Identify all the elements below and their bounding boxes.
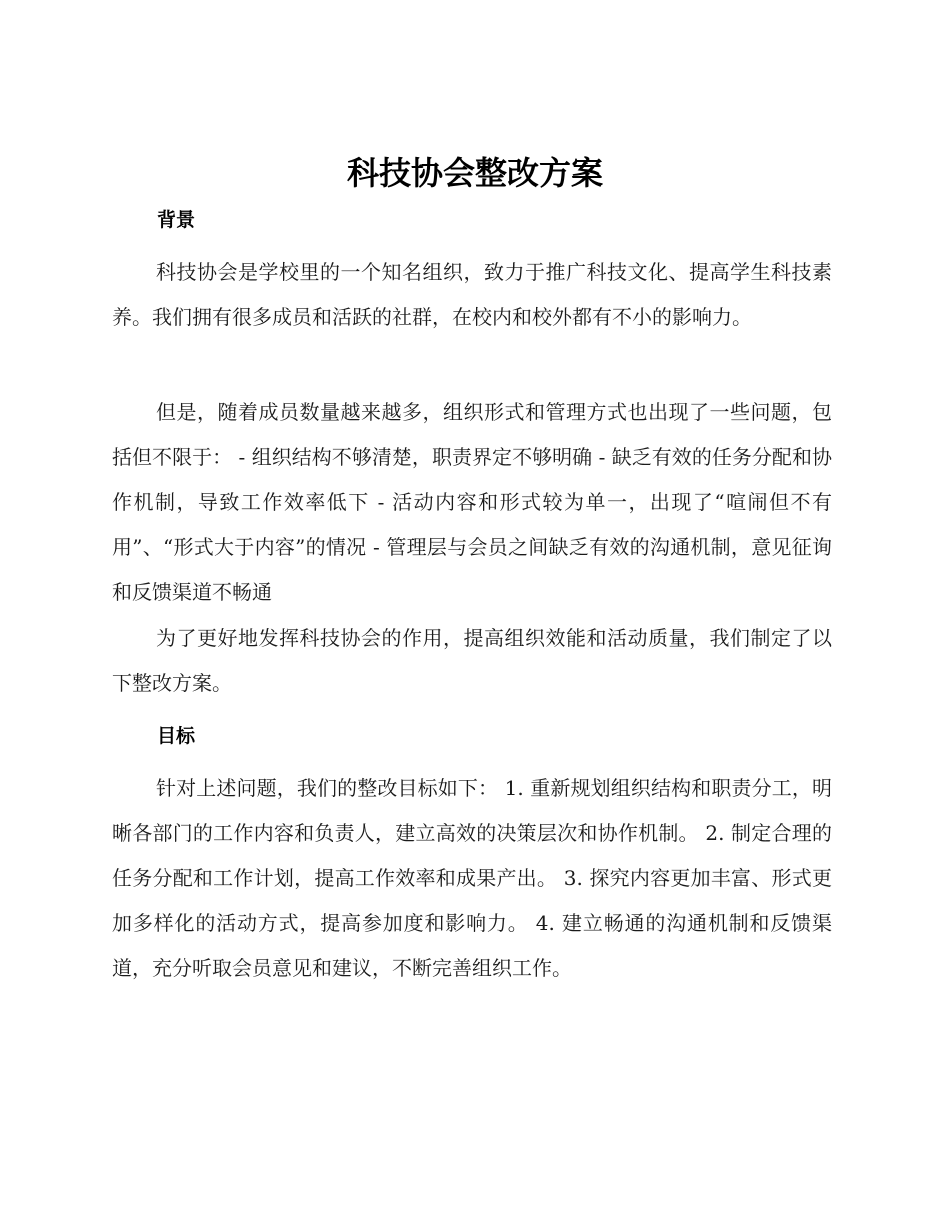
paragraph-background-conclusion: 为了更好地发挥科技协会的作用，提高组织效能和活动质量，我们制定了以下整改方案。 <box>112 626 832 695</box>
paragraph-background-intro: 科技协会是学校里的一个知名组织，致力于推广科技文化、提高学生科技素养。我们拥有很多成员和活跃的社群，在校内和校外都有不小的影响力。 <box>112 260 832 329</box>
section-heading-background: 背景 <box>157 209 196 231</box>
paragraph-background-problems: 但是，随着成员数量越来越多，组织形式和管理方式也出现了一些问题，包括但不限于： - 组织结构不够清楚，职责界定不够明确 - 缺乏有效的任务分配和协作机制，导致工作效率低下 - 活动内容和形式较为单一，出现了“喧闹但不有用”、“形式大于内容”的情况 - 管理层与会员之间缺乏有效的沟通机制，意见征询和反馈渠道不畅通 <box>112 400 832 604</box>
document-title: 科技协会整改方案 <box>346 154 603 192</box>
section-heading-goals: 目标 <box>157 725 196 747</box>
paragraph-goals: 针对上述问题，我们的整改目标如下： 1. 重新规划组织结构和职责分工，明晰各部门的工作内容和负责人，建立高效的决策层次和协作机制。 2. 制定合理的任务分配和工作计划，提高工作效率和成果产出。 3. 探究内容更加丰富、形式更加多样化的活动方式，提高参加度和影响力。 4. 建立畅通的沟通机制和反馈渠道，充分听取会员意见和建议，不断完善组织工作。 <box>112 776 832 980</box>
